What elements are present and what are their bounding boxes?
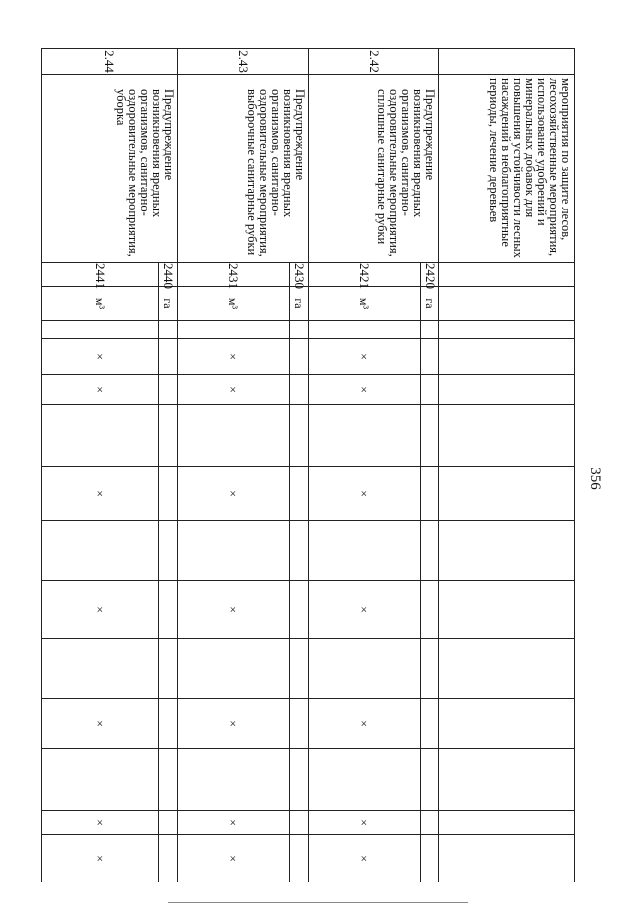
cell: × — [308, 835, 421, 883]
row-number: 2.42 — [308, 49, 439, 75]
cell — [42, 521, 159, 581]
row-code: 2430 — [290, 263, 308, 287]
row-title: Предупреждение возникновения вредных организмов, санитарно-оздоровительные мероприятия, уборка — [42, 75, 178, 263]
cell — [290, 581, 308, 639]
cell — [159, 811, 177, 835]
cell: × — [42, 811, 159, 835]
cell — [290, 405, 308, 467]
row-number: 2.43 — [177, 49, 308, 75]
cell: × — [308, 811, 421, 835]
scan-edge-line — [168, 902, 468, 903]
row-code: 2440 — [159, 263, 177, 287]
row-code: 2431 — [177, 263, 290, 287]
cell — [177, 521, 290, 581]
cell: × — [308, 467, 421, 521]
row-title: Предупреждение возникновения вредных организмов, санитарно-оздоровительные мероприятия, выборочные санитарные рубки — [177, 75, 308, 263]
cell — [308, 749, 421, 811]
cell — [421, 835, 439, 883]
cell: × — [308, 699, 421, 749]
cell: × — [177, 339, 290, 375]
rotated-table — [41, 48, 575, 882]
cell — [290, 375, 308, 405]
row-unit: м³ — [42, 287, 159, 321]
cell — [421, 521, 439, 581]
table-row — [421, 49, 439, 883]
page-number: 356 — [586, 467, 603, 490]
cell — [42, 405, 159, 467]
cell — [159, 339, 177, 375]
cell — [159, 467, 177, 521]
cell — [421, 375, 439, 405]
cell — [421, 699, 439, 749]
cell: × — [177, 581, 290, 639]
cell — [42, 639, 159, 699]
cell — [159, 375, 177, 405]
cell — [308, 321, 421, 339]
cell — [421, 811, 439, 835]
row-unit: га — [159, 287, 177, 321]
cell — [177, 405, 290, 467]
cell: × — [308, 581, 421, 639]
cell — [159, 581, 177, 639]
cell — [308, 405, 421, 467]
cell — [159, 521, 177, 581]
row-unit: га — [421, 287, 439, 321]
cell: × — [177, 835, 290, 883]
cell — [159, 749, 177, 811]
cell — [290, 521, 308, 581]
cell — [290, 639, 308, 699]
cell: × — [42, 375, 159, 405]
cell: × — [177, 375, 290, 405]
row-unit: м³ — [308, 287, 421, 321]
cell — [421, 749, 439, 811]
code-cell — [439, 263, 575, 287]
cell — [290, 321, 308, 339]
continued-text: мероприятия по защите лесов, лесохозяйственные мероприятия, использование удобрений и минеральных добавок для повышения устойчивости лесных насаждений в неблагоприятные периоды, лечение деревьев — [439, 75, 575, 263]
cell: × — [42, 467, 159, 521]
row-title: Предупреждение возникновения вредных организмов, санитарно-оздоровительные мероприятия, сплошные санитарные рубки — [308, 75, 439, 263]
cell — [177, 749, 290, 811]
cell: × — [177, 467, 290, 521]
cell: × — [308, 375, 421, 405]
cell: × — [42, 339, 159, 375]
row-code: 2420 — [421, 263, 439, 287]
table-row-continuation — [439, 49, 575, 883]
cell: × — [42, 699, 159, 749]
cell — [290, 749, 308, 811]
cell — [159, 639, 177, 699]
row-code: 2441 — [42, 263, 159, 287]
rotated-table-area — [41, 48, 575, 882]
cell — [308, 521, 421, 581]
row-unit: м³ — [177, 287, 290, 321]
cell — [42, 321, 159, 339]
cell — [421, 581, 439, 639]
row-number-cell — [439, 49, 575, 75]
cell — [421, 639, 439, 699]
cell — [290, 699, 308, 749]
cell — [159, 321, 177, 339]
cell — [177, 321, 290, 339]
row-number: 2.44 — [42, 49, 178, 75]
cell: × — [177, 699, 290, 749]
row-unit: га — [290, 287, 308, 321]
cell — [421, 321, 439, 339]
cell: × — [42, 835, 159, 883]
cell: × — [42, 581, 159, 639]
cell — [421, 405, 439, 467]
cell — [159, 405, 177, 467]
cell — [177, 639, 290, 699]
cell — [290, 811, 308, 835]
cell — [42, 749, 159, 811]
cell — [290, 835, 308, 883]
row-code: 2421 — [308, 263, 421, 287]
cell — [290, 339, 308, 375]
unit-cell — [439, 287, 575, 321]
table-row — [159, 49, 177, 883]
cell: × — [308, 339, 421, 375]
data-table — [41, 48, 575, 882]
cell — [308, 639, 421, 699]
cell — [421, 339, 439, 375]
cell — [159, 699, 177, 749]
cell — [159, 835, 177, 883]
table-row — [290, 49, 308, 883]
cell — [290, 467, 308, 521]
cell: × — [177, 811, 290, 835]
cell — [421, 467, 439, 521]
